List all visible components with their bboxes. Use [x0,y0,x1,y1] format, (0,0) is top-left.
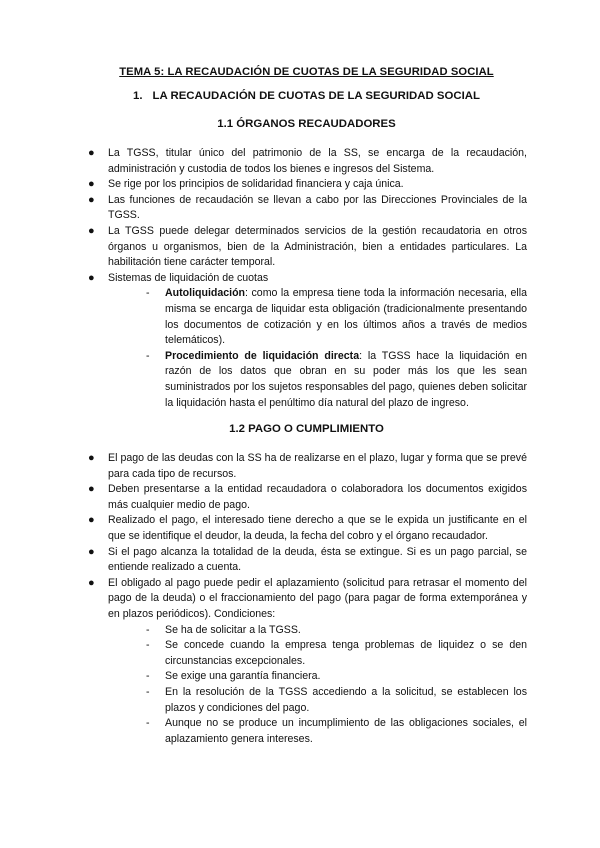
dash-icon: - [146,287,150,300]
bullet-icon: ● [88,483,95,496]
term-liquidacion-directa: Procedimiento de liquidación directa [165,349,360,362]
sublist-condiciones [108,623,527,748]
sublist-item: - Se concede cuando la empresa tenga problemas de liquidez o se den circunstancias excepcionales. [146,639,527,667]
dash-icon: - [146,639,150,652]
bullet-icon: ● [88,147,95,159]
list-item: ● Deben presentarse a la entidad recaudadora o colaboradora los documentos exigidos más cualquier medio de pago. [88,483,527,511]
dash-icon: - [146,623,150,636]
sublist-item: - Se ha de solicitar a la TGSS. [144,623,527,639]
bullet-list-pago [86,451,527,747]
term-autoliquidacion: Autoliquidación [165,287,246,300]
bullet-icon: ● [88,271,95,284]
dash-icon: - [146,686,150,698]
sublist-item: - En la resolución de la TGSS accediendo a la solicitud, se establecen los plazos y condiciones del pago. [146,686,527,714]
bullet-icon: ● [88,452,95,465]
sublist-item: - Procedimiento de liquidación directa: la TGSS hace la liquidación en razón de los datos que obran en su poder más los que les sean suministrados por los sujetos responsables del pago, quienes deben solicitar la liquidación hasta el penúltimo día natural del plazo de ingreso. [146,349,527,409]
list-item: ● Realizado el pago, el interesado tiene derecho a que se le expida un justificante en el que se identifique el deudor, la deuda, la fecha del cobro y el órgano recaudador. [88,514,527,543]
list-item: ● Sistemas de liquidación de cuotas - Autoliquidación: como la empresa tiene toda la información necesaria, ella misma se encarga de liquidar esta obligación (tradicionalmente presentando los documentos de cotización y en los últimos años a través de medios telemáticos). - Procedimiento de liquidación directa: la TGSS hace la liquidación en razón de los datos que obran en su poder más los que les sean suministrados por los sujetos responsables del pago, quienes deben solicitar la liquidación hasta el penúltimo día natural del plazo de ingreso. [86,271,527,411]
list-item: ● La TGSS, titular único del patrimonio de la SS, se encarga de la recaudación, administración y custodia de todos los bienes e ingresos del Sistema. [88,147,527,175]
sublist-item: - Autoliquidación: como la empresa tiene toda la información necesaria, ella misma se encarga de liquidar esta obligación (tradicionalmente presentando los documentos de cotización y en los últimos años a través de medios telemáticos). [146,287,527,347]
section-title: LA RECAUDACIÓN DE CUOTAS DE LA SEGURIDAD SOCIAL [152,90,480,102]
list-item: ● La TGSS puede delegar determinados servicios de la gestión recaudatoria en otros órganos u organismos, bien de la Administración, bien a entidades particulares. La habilitación tiene carácter temporal. [88,224,527,269]
bullet-icon: ● [88,224,95,237]
subsection-heading-pago: 1.2 PAGO O CUMPLIMIENTO [229,423,384,436]
dash-icon: - [146,349,150,362]
section-number: 1. [133,90,143,102]
list-item: ● Se rige por los principios de solidaridad financiera y caja única. [86,177,527,193]
sublist-item: - Aunque no se produce un incumplimiento de las obligaciones sociales, el aplazamiento genera intereses. [146,717,527,745]
bullet-icon: ● [88,178,95,191]
dash-icon: - [146,717,150,730]
bullet-icon: ● [88,576,95,589]
list-item: ● Las funciones de recaudación se llevan a cabo por las Direcciones Provinciales de la TGSS. [88,193,527,222]
dash-icon: - [146,670,150,683]
subsection-heading-organos: 1.1 ÓRGANOS RECAUDADORES [217,118,396,130]
sublist-liquidacion [108,286,527,411]
document-title: TEMA 5: LA RECAUDACIÓN DE CUOTAS DE LA SEGURIDAD SOCIAL [119,66,494,78]
section-heading [86,90,527,102]
list-item: ● El pago de las deudas con la SS ha de realizarse en el plazo, lugar y forma que se prevé para cada tipo de recursos. [88,452,527,480]
bullet-icon: ● [88,545,95,558]
bullet-list-organos [86,146,527,411]
bullet-icon: ● [88,514,95,527]
list-item: ● Si el pago alcanza la totalidad de la deuda, ésta se extingue. Si es un pago parcial, se entiende realizado a cuenta. [88,545,527,574]
sublist-item: - Se exige una garantía financiera. [144,669,527,685]
list-item: ● El obligado al pago puede pedir el aplazamiento (solicitud para retrasar el momento del pago de la deuda) o el fraccionamiento del pago (para pagar de forma extemporánea y en plazos periódicos). Condiciones: - Se ha de solicitar a la TGSS. - Se concede cuando la empresa tenga problemas de liquidez o se den circunstancias excepcionales. - Se exige una garantía financiera. - En la resolución de la TGSS accediendo a la solicitud, se establecen los plazos y condiciones del pago. - Aunque no se produce un incumplimiento de las obligaciones sociales, el aplazamiento genera intereses. [86,576,527,748]
bullet-icon: ● [88,193,95,206]
